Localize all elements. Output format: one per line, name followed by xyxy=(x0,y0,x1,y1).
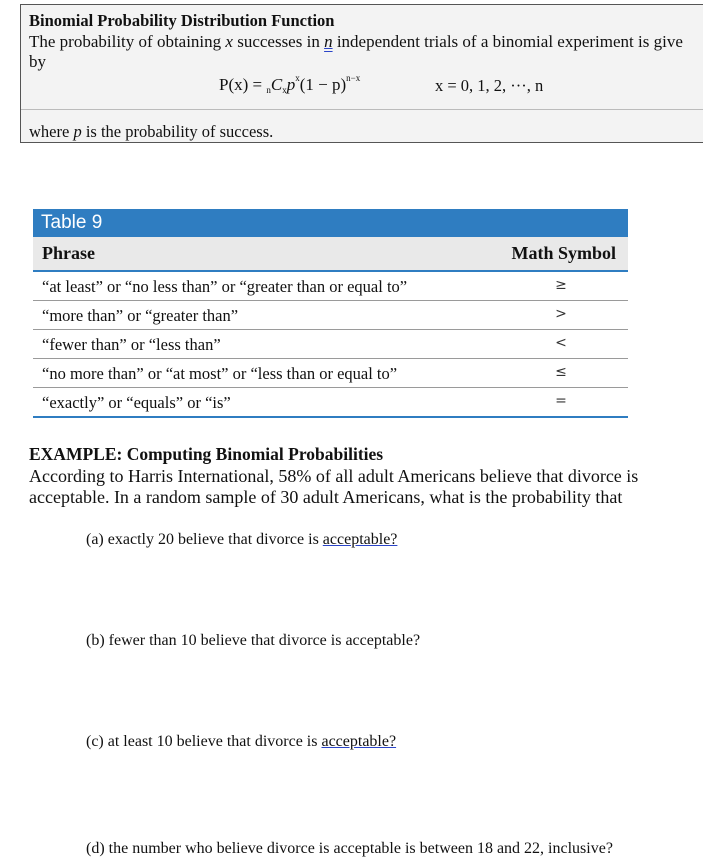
table-row xyxy=(33,359,628,388)
header-math-symbol: Math Symbol xyxy=(511,243,616,263)
example-body: According to Harris International, 58% of all adult Americans believe that divorce is acceptable. In a random sample of 30 adult Americans, what is the probability that xyxy=(29,466,639,507)
phrase-cell: “fewer than” or “less than” xyxy=(42,335,221,354)
phrase-cell: “more than” or “greater than” xyxy=(42,306,239,325)
table-row xyxy=(33,301,628,330)
symbol-cell: > xyxy=(555,306,567,322)
symbol-cell: < xyxy=(555,335,567,351)
phrase-symbol-table xyxy=(33,209,628,418)
table-header xyxy=(33,237,628,272)
symbol-cell: ≥ xyxy=(555,277,567,293)
where-note: where p is the probability of success. xyxy=(29,122,274,141)
spellcheck-word: acceptable? xyxy=(321,733,397,750)
question-d: (d) the number who believe divorce is acceptable is between 18 and 22, inclusive? xyxy=(86,840,613,857)
question-b: (b) fewer than 10 believe that divorce is acceptable? xyxy=(86,632,421,649)
phrase-cell: “exactly” or “equals” or “is” xyxy=(42,393,231,412)
table-title: Table 9 xyxy=(33,209,628,237)
phrase-cell: “no more than” or “at most” or “less than or equal to” xyxy=(42,364,398,383)
definition-box xyxy=(20,4,703,143)
divider xyxy=(21,109,703,110)
x-range: x = 0, 1, 2, ···, n xyxy=(435,76,544,95)
table-row xyxy=(33,330,628,359)
symbol-cell: ≤ xyxy=(555,364,567,380)
definition-title: Binomial Probability Distribution Function xyxy=(29,11,335,30)
example-title: EXAMPLE: Computing Binomial Probabilities xyxy=(29,444,384,464)
table-row xyxy=(33,272,628,301)
question-c: (c) at least 10 believe that divorce is acceptable? xyxy=(86,733,397,750)
n-variable: n xyxy=(324,32,333,51)
header-phrase: Phrase xyxy=(42,243,95,263)
definition-text-cont: by xyxy=(29,52,46,71)
binomial-formula: $P(x) = _nC_xp^x(1 - p)^{n-x}$ xyxy=(219,73,361,95)
definition-text: The probability of obtaining x successes in n independent trials of a binomial experiment is give xyxy=(29,32,683,51)
symbol-cell: = xyxy=(555,393,567,409)
table-row xyxy=(33,388,628,418)
phrase-cell: “at least” or “no less than” or “greater than or equal to” xyxy=(42,277,408,296)
question-a: (a) exactly 20 believe that divorce is acceptable? xyxy=(86,531,398,548)
spellcheck-word: acceptable? xyxy=(322,531,398,548)
